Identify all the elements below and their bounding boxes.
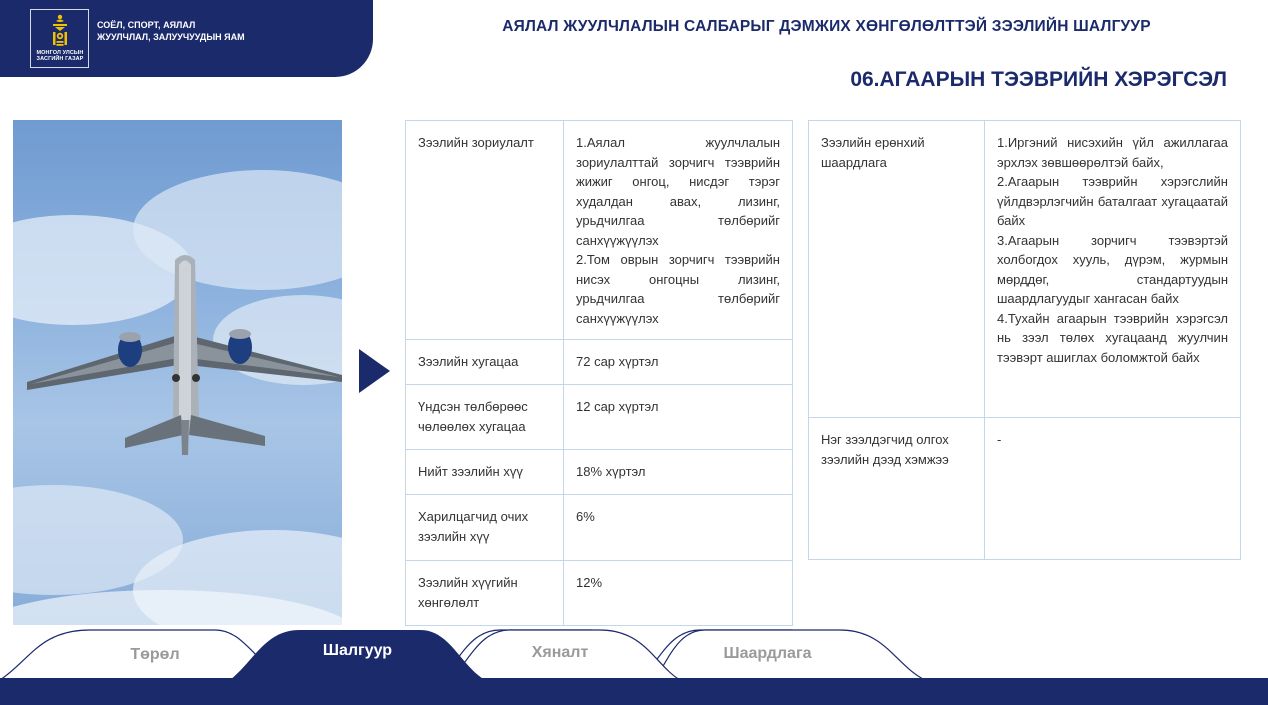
airplane-illustration [13, 120, 342, 625]
row-value: 12 сар хүртэл [564, 385, 793, 450]
table-row [406, 340, 793, 385]
row-value: 12% [564, 561, 793, 626]
footer-bar [0, 678, 1268, 705]
loan-terms-table [405, 120, 793, 626]
table-row [809, 418, 1241, 560]
emblem-caption: МОНГОЛ УЛСЫН ЗАСГИЙН ГАЗАР [36, 50, 84, 62]
table-row [406, 450, 793, 495]
row-label: Зээлийн ерөнхий шаардлага [809, 121, 985, 418]
table-row [406, 385, 793, 450]
loan-requirements-table [808, 120, 1241, 560]
row-value: 18% хүртэл [564, 450, 793, 495]
row-value: - [985, 418, 1241, 560]
row-value: 6% [564, 495, 793, 561]
table-row [406, 121, 793, 340]
row-label: Зээлийн хугацаа [406, 340, 564, 385]
tab-criteria[interactable]: Шалгуур [322, 642, 393, 659]
row-label: Нийт зээлийн хүү [406, 450, 564, 495]
government-emblem [30, 9, 89, 68]
table-row [406, 561, 793, 626]
row-label: Нэг зээлдэгчид олгох зээлийн дээд хэмжээ [809, 418, 985, 560]
header-logo-panel [0, 0, 373, 77]
arrow-right-icon [359, 349, 390, 393]
row-value: 1.Иргэний нисэхийн үйл ажиллагаа эрхлэх зөвшөөрөлтэй байх, 2.Агаарын тээврийн хэрэгслийн үйлдвэрлэгчийн баталгаат хугацаатай байх 3.Агаарын зорчигч тээвэртэй холбогдох хууль, дүрэм, журмын мөрддөг, стандартуудын шаардлагуудыг хангасан байх 4.Тухайн агаарын тээврийн хэрэгсэл нь зээл төлөх хугацаанд жуулчин тээвэрт ашиглах боломжтой байх [985, 121, 1241, 418]
page-title: АЯЛАЛ ЖУУЛЧЛАЛЫН САЛБАРЫГ ДЭМЖИХ ХӨНГӨЛӨЛТТЭЙ ЗЭЭЛИЙН ШАЛГУУР [502, 18, 1151, 35]
table-row [809, 121, 1241, 418]
row-label: Зээлийн хүүгийн хөнгөлөлт [406, 561, 564, 626]
tab-monitoring[interactable]: Хяналт [531, 644, 589, 661]
soyombo-icon [48, 14, 72, 48]
ministry-name: СОЁЛ, СПОРТ, АЯЛАЛ ЖУУЛЧЛАЛ, ЗАЛУУЧУУДЫН ЯАМ [97, 20, 245, 42]
row-value: 1.Аялал жуулчлалын зориулалттай зорчигч тээврийн жижиг онгоц, нисдэг тэрэг худалдан авах, лизинг, урьдчилгаа төлбөрийг санхүүжүүлэх 2.Том оврын зорчигч тээврийн нисэх онгоцны лизинг, урьдчилгаа төлбөрийг санхүүжүүлэх [564, 121, 793, 340]
tab-requirements[interactable]: Шаардлага [723, 645, 812, 662]
row-label: Зээлийн зориулалт [406, 121, 564, 340]
table-row [406, 495, 793, 561]
row-value: 72 сар хүртэл [564, 340, 793, 385]
row-label: Харилцагчид очих зээлийн хүү [406, 495, 564, 561]
airplane-photo [13, 120, 342, 625]
tab-type[interactable]: Төрөл [130, 646, 180, 663]
row-label: Үндсэн төлбөрөөс чөлөөлөх хугацаа [406, 385, 564, 450]
section-title: 06.АГААРЫН ТЭЭВРИЙН ХЭРЭГСЭЛ [850, 68, 1227, 91]
